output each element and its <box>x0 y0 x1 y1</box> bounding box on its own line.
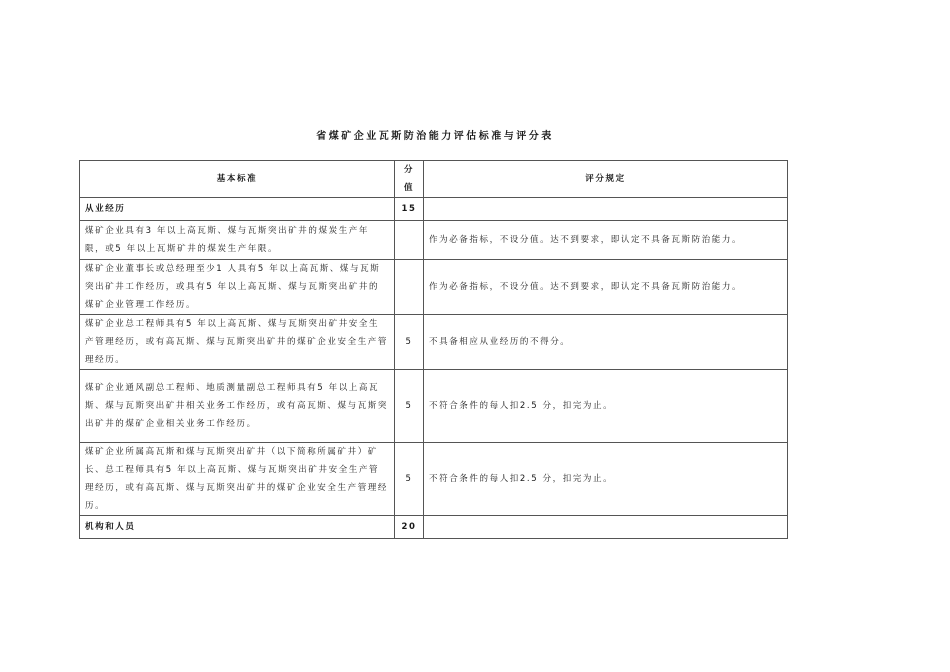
standard-cell: 煤矿企业董事长或总经理至少1 人具有5 年以上高瓦斯、煤与瓦斯突出矿井工作经历，或具有5 年以上高瓦斯、煤与瓦斯突出矿井的煤矿企业管理工作经历。 <box>80 260 395 315</box>
rule-cell: 作为必备指标，不设分值。达不到要求，即认定不具备瓦斯防治能力。 <box>424 260 788 315</box>
document-title: 省煤矿企业瓦斯防治能力评估标准与评分表 <box>316 131 554 142</box>
header-standard: 基本标准 <box>80 161 395 198</box>
section-rule <box>424 198 788 221</box>
score-cell: 5 <box>395 443 424 516</box>
table-header-row <box>80 161 788 198</box>
rule-cell: 不符合条件的每人扣2.5 分，扣完为止。 <box>424 443 788 516</box>
section-rule <box>424 516 788 539</box>
table-row <box>80 370 788 443</box>
section-title: 从业经历 <box>80 198 395 221</box>
header-rule: 评分规定 <box>424 161 788 198</box>
rule-cell: 不具备相应从业经历的不得分。 <box>424 315 788 370</box>
standard-cell: 煤矿企业所属高瓦斯和煤与瓦斯突出矿井（以下简称所属矿井）矿长、总工程师具有5 年以上高瓦斯、煤与瓦斯突出矿井安全生产管理经历，或有高瓦斯、煤与瓦斯突出矿井的煤矿企业安全生产管理经历。 <box>80 443 395 516</box>
score-cell <box>395 221 424 260</box>
table-row <box>80 443 788 516</box>
evaluation-table <box>79 160 788 539</box>
section-row <box>80 198 788 221</box>
standard-cell: 煤矿企业总工程师具有5 年以上高瓦斯、煤与瓦斯突出矿井安全生产管理经历，或有高瓦斯、煤与瓦斯突出矿井的煤矿企业安全生产管理经历。 <box>80 315 395 370</box>
standard-cell: 煤矿企业具有3 年以上高瓦斯、煤与瓦斯突出矿井的煤炭生产年限，或5 年以上瓦斯矿井的煤炭生产年限。 <box>80 221 395 260</box>
rule-cell: 作为必备指标，不设分值。达不到要求，即认定不具备瓦斯防治能力。 <box>424 221 788 260</box>
score-cell: 5 <box>395 370 424 443</box>
table-row <box>80 221 788 260</box>
section-title: 机构和人员 <box>80 516 395 539</box>
header-score: 分值 <box>395 161 424 198</box>
standard-cell: 煤矿企业通风副总工程师、地质测量副总工程师具有5 年以上高瓦斯、煤与瓦斯突出矿井相关业务工作经历，或有高瓦斯、煤与瓦斯突出矿井的煤矿企业相关业务工作经历。 <box>80 370 395 443</box>
table-row <box>80 260 788 315</box>
section-score: 15 <box>395 198 424 221</box>
section-row <box>80 516 788 539</box>
table-row <box>80 315 788 370</box>
score-cell: 5 <box>395 315 424 370</box>
rule-cell: 不符合条件的每人扣2.5 分，扣完为止。 <box>424 370 788 443</box>
section-score: 20 <box>395 516 424 539</box>
score-cell <box>395 260 424 315</box>
